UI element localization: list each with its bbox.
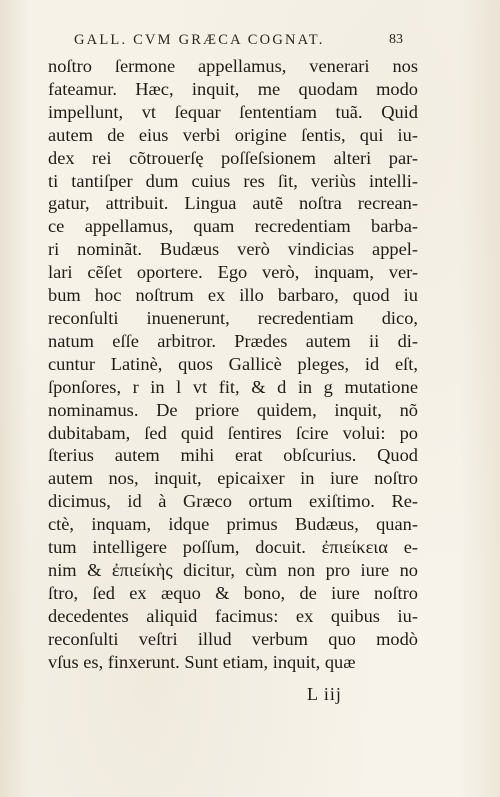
page-number: 83 (389, 32, 403, 47)
text-line: impellunt, vt ſequar ſententiam tuã. Quid (48, 101, 418, 122)
text-line: dicimus, id à Græco ortum exiſtimo. Re- (48, 491, 418, 512)
text-line: bum hoc noſtrum ex illo barbaro, quod iu (48, 285, 418, 306)
text-line: cuntur Latinè, quos Gallicè pleges, id eſt, (48, 353, 418, 374)
text-line: dubitabam, ſed quid ſentires ſcire volui: po (48, 422, 418, 443)
text-line: ſtro, ſed ex æquo & bono, de iure noſtro (48, 582, 418, 603)
text-line: ſponſores, r in l vt fit, & d in g mutatione (48, 376, 418, 397)
running-header: GALL. CVM GRÆCA COGNAT. (74, 32, 325, 48)
text-line: ti tantiſper dum cuius res ſit, veriùs intelli- (48, 170, 418, 191)
text-line: nominamus. De priore quidem, inquit, nõ (48, 399, 418, 420)
text-line: fateamur. Hæc, inquit, me quodam modo (48, 78, 418, 99)
text-line: vſus es, finxerunt. Sunt etiam, inquit, quæ (48, 651, 356, 672)
text-line: reconſulti veſtri illud verbum quo modò (48, 628, 418, 649)
text-line: lari cẽſet oportere. Ego verò, inquam, ver- (48, 262, 418, 283)
text-line: natum eſſe arbitror. Prædes autem ii di- (48, 330, 418, 351)
text-line: decedentes aliquid facimus: ex quibus iu- (48, 605, 418, 626)
text-line: noſtro ſermone appellamus, venerari nos (48, 56, 418, 76)
signature-mark: L iij (307, 684, 342, 704)
text-line: tum intelligere poſſum, docuit. ἐπιείκεια e- (48, 537, 418, 558)
text-line: ſterius autem mihi erat obſcurius. Quod (48, 445, 418, 466)
text-line: ce appellamus, quam recredentiam barba- (48, 216, 418, 237)
text-line: ctè, inquam, idque primus Budæus, quan- (48, 514, 418, 535)
text-line: ri nominãt. Budæus verò vindicias appel- (48, 239, 418, 260)
text-line: gatur, attribuit. Lingua autẽ noſtra recrean- (48, 193, 418, 214)
text-line: autem nos, inquit, epicaixer in iure noſtro (48, 468, 418, 489)
text-line: dex rei cõtrouerſę poſſeſsionem alteri par- (48, 147, 418, 168)
text-line: nim & ἐπιείκὴς dicitur, cùm non pro iure no (48, 559, 418, 580)
body-text (48, 55, 418, 673)
text-line: reconſulti inuenerunt, recredentiam dico, (48, 307, 418, 328)
text-line: autem de eius verbi origine ſentis, qui iu- (48, 124, 418, 145)
